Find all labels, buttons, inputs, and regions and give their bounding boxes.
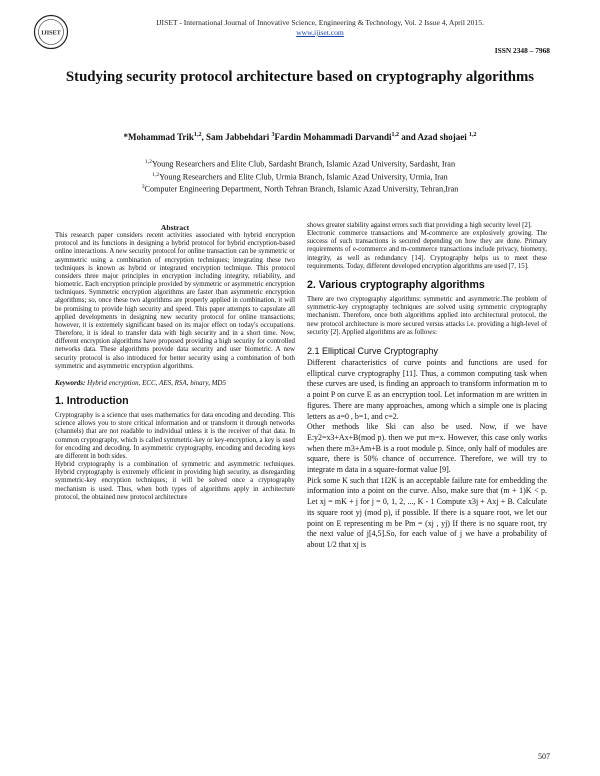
author-sup: 1,2: [193, 132, 202, 138]
left-column: [55, 224, 295, 502]
author-sup: 1,2: [391, 132, 399, 138]
abstract-text: This research paper considers recent activities associated with hybrid encryption protocol and its functions in designing a hybrid protocol for hybrid encryption-based online interactions. A new security protocol for online transaction can be symmetric or asymmetric using a combination of encryption techniques; integrating these two techniques is known as hybrid or integrated encryption technique. This protocol considers three major principles in encryption including integrity, reliability, and biometric. Each encryption principle provided by symmetric or asymmetric encryption techniques. Symmetric encryption algorithms are faster than asymmetric encryption algorithms; so, once these two algorithms are properly applied in combination, it will be promising to provide high security and speed. This paper attempts to capsulate all applied developments in designing new security protocol for online transactions; however, it is extremely significant based on its major effect on today's occupations. Therefore, it is ideal to transfer data with high security and in a short time. Now, different encryption algorithms have proposed providing a high security for controlled networks data. These algorithms provide data security and user biometric. A new security protocol is also introduced for better security using a combination of both symmetric and asymmetric encryption algorithms.: [55, 232, 295, 370]
author: *Mohammad Trik: [123, 132, 194, 142]
journal-url-link[interactable]: www.ijiset.com: [296, 28, 344, 37]
author-sup: 1,2: [468, 132, 477, 138]
affiliation-text: Young Researchers and Elite Club, Urmia Branch, Islamic Azad University, Urmia, Iran: [159, 172, 448, 182]
affiliation-sup: 1,2: [144, 159, 152, 165]
keywords-text: Hybrid encryption, ECC, AES, RSA, binary, MD5: [87, 378, 226, 387]
intro-paragraph: Hybrid cryptography is a combination of symmetric and asymmetric techniques. Hybrid cryptography is extremely efficient in providing high security, as disregarding symmetric-key encryption techniques; it will be solved once a cryptography mechanism is used. Thus, when both types of algorithms apply in architecture protocol, the obtained new protocol architecture: [55, 461, 295, 501]
journal-header: [80, 18, 560, 38]
body-paragraph: There are two cryptography algorithms: symmetric and asymmetric.The problem of symmetric-key cryptography techniques are solved using symmetric cryptography mechanism. Therefore, once both algorithms applied into architectural protocol, the new protocol architecture is more secured versus attacks i.e. providing a high-level of security [2]. Applied algorithms are as follows:: [307, 296, 547, 336]
author: Fardin Mohammadi Darvandi: [274, 132, 392, 142]
svg-text:IJISET: IJISET: [41, 29, 61, 37]
author-sup: 3: [271, 132, 275, 138]
body-paragraph: Other methods like Ski can also be used. Now, if we have E:y2=x3+Ax+B(mod p). then we put m=x. However, this case only works when there m3+Am+B is a root module p. Since, only half of modules are square, there is 50% chance of occurrence. Therefore, we will try to integrate m data in a square-format value [9].: [307, 422, 547, 475]
ijiset-logo: [33, 14, 69, 50]
affiliation: [60, 157, 540, 170]
body-paragraph: Electronic commerce transactions and M-commerce are explosively growing. The success of such transactions is secured depending on how they are done. Primary requirements of e-commerce and m-commerce transactions include privacy, biometry, integrity, as well as redundancy [14]. Cryptography helps us to meet these requirements. Today, different developed encryption algorithms are used [7, 15].: [307, 230, 547, 270]
journal-line: IJISET - International Journal of Innovative Science, Engineering & Technology, Vol. 2 Issue 4, April 2015.: [156, 18, 484, 27]
subsection-heading-ecc: 2.1 Elliptical Curve Cryptography: [307, 345, 439, 356]
right-column: [307, 222, 547, 551]
author-list: *Mohammad Trik$^{1,2}$, Sam Jabbehdari $^3$Fardin Mohammadi Darvandi$^{1,2}$ and Azad shojaei $^{1,2}$: [123, 132, 477, 142]
keywords: [55, 379, 295, 387]
author: Azad shojaei: [417, 132, 467, 142]
section-heading-cryptography: 2. Various cryptography algorithms: [307, 278, 485, 291]
affiliations: [60, 157, 540, 195]
issn: ISSN 2348 – 7968: [494, 46, 550, 55]
body-paragraph: Pick some K such that 1I2K is an acceptable failure rate for embedding the information into a point on the curve. Also, make sure that (m + 1)K < p. Let xj = mK + j for j = 0, 1, 2, ..., K - 1 Compute x3j + Axj + B. Calculate its square root yj (mod p), if possible. If there is a square root, we let our point on E representing m be Pm = (xj , yj) If there is no square root, try the next value of j[4,5].So, for each value of j we have a probability of about 1/2 that xj is: [307, 475, 547, 549]
affiliation: [60, 182, 540, 195]
author: Sam Jabbehdari: [205, 132, 270, 142]
affiliation-text: Young Researchers and Elite Club, Sardasht Branch, Islamic Azad University, Sardasht, Iran: [151, 159, 456, 169]
affiliation-text: Computer Engineering Department, North Tehran Branch, Islamic Azad University, Tehran,Iran: [144, 185, 459, 195]
affiliation-sup: 3: [141, 184, 145, 191]
section-heading-introduction: 1. Introduction: [55, 394, 129, 407]
paper-title: Studying security protocol architecture based on cryptography algorithms: [65, 69, 535, 85]
intro-paragraph: Cryptography is a science that uses mathematics for data encoding and decoding. This science allows you to store critical information and or transform it through networks (channels) that are not readable to individual unless it is the receiver of that data. In common cryptography, which is called symmetric-key or key-encryption, a key is used for encoding and decoding. In asymmetric cryptography, encoding and decoding keys are different in both sides.: [55, 412, 295, 460]
page-number: 507: [538, 752, 550, 761]
abstract-heading: Abstract: [160, 223, 190, 232]
body-paragraph: shows greater stability against errors such that providing a high security level [2].: [307, 222, 532, 229]
affiliation: [60, 170, 540, 183]
keywords-label: Keywords:: [55, 378, 86, 387]
affiliation-sup: 1,2: [152, 171, 160, 178]
body-paragraph: Different characteristics of curve points and functions are used for elliptical curve cryptography [11]. Thus, a common computing task when these curves are used, is finding an approach to transform information m to a point P on curve E as an encryption tool. Let information m are written in figures. There are many approaches, among which a simple one is placing letters as a=0 , b=1, and c=2.: [307, 358, 547, 421]
